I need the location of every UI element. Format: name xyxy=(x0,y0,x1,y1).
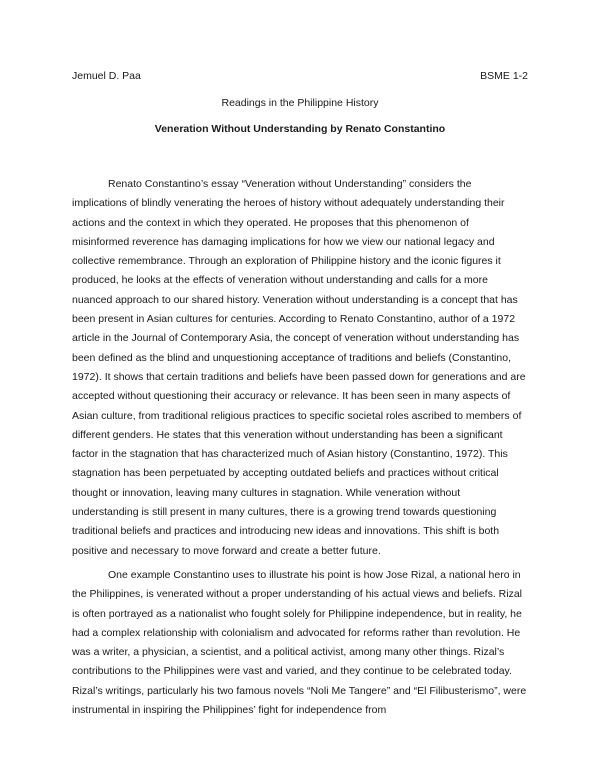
document-header xyxy=(72,70,528,86)
author-name: Jemuel D. Paa xyxy=(72,70,141,82)
paragraph-2: One example Constantino uses to illustrate his point is how Jose Rizal, a national hero in the Philippines, is venerated without a proper understanding of his actual views and beliefs. Rizal is often portrayed as a nationalist who fought solely for Philippine independence, but in reality, he had a complex relationship with colonialism and advocated for reforms rather than revolution. He was a writer, a physician, a scientist, and a political activist, among many other things. Rizal’s contributions to the Philippines were vast and varied, and they continue to be celebrated today. Rizal’s writings, particularly his two famous novels “Noli Me Tangere” and “El Filibusterismo”, were instrumental in inspiring the Philippines’ fight for independence from xyxy=(72,568,527,717)
paragraph-1: Renato Constantino’s essay “Veneration without Understanding” considers the implications of blindly venerating the heroes of history without adequately understanding their actions and the context in which they operated. He proposes that this phenomenon of misinformed reverence has damaging implications for how we view our national legacy and collective remembrance. Through an exploration of Philippine history and the iconic figures it produced, he looks at the effects of veneration without understanding and calls for a more nuanced approach to our shared history. Veneration without understanding is a concept that has been present in Asian cultures for centuries. According to Renato Constantino, author of a 1972 article in the Journal of Contemporary Asia, the concept of veneration without understanding has been defined as the blind and unquestioning acceptance of traditions and beliefs (Constantino, 1972). It shows that certain traditions and beliefs have been passed down for generations and are accepted without questioning their accuracy or relevance. It has been seen in many aspects of Asian culture, from traditional religious practices to specific societal roles ascribed to members of different genders. He states that this veneration without understanding has been a significant factor in the stagnation that has characterized much of Asian history (Constantino, 1972). This stagnation has been perpetuated by accepting outdated beliefs and practices without critical thought or innovation, leaving many cultures in stagnation. While veneration without understanding is still present in many cultures, there is a growing trend towards questioning traditional beliefs and practices and introducing new ideas and innovations. This shift is both positive and necessary to move forward and create a better future. xyxy=(72,178,526,557)
essay-body xyxy=(72,175,528,720)
course-title: Readings in the Philippine History xyxy=(221,97,379,109)
section-label: BSME 1-2 xyxy=(480,70,528,82)
essay-title: Veneration Without Understanding by Renato Constantino xyxy=(154,123,446,135)
